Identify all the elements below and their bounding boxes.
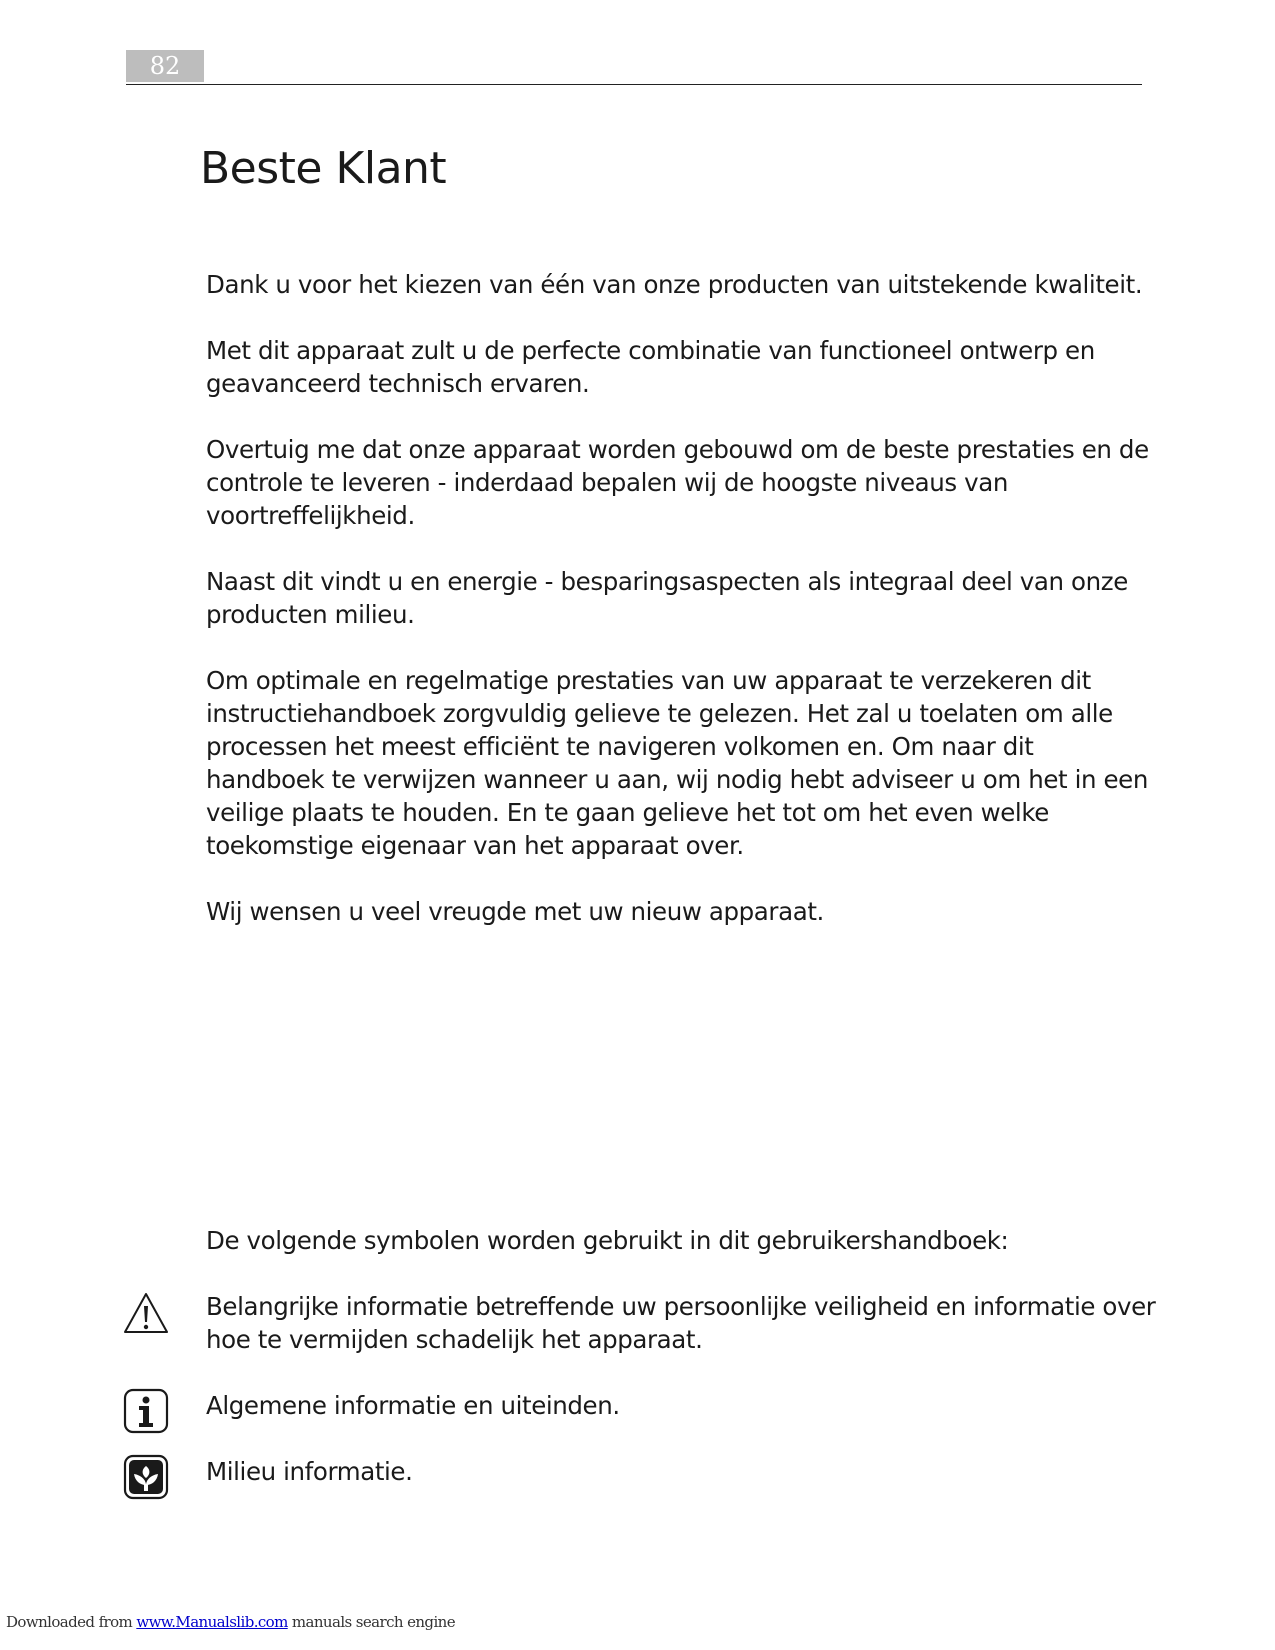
page-number: 82 [126,50,204,82]
header-rule [126,84,1142,85]
paragraph: Met dit apparaat zult u de perfecte combinatie van functioneel ontwerp en geavanceerd technisch ervaren. [206,336,1095,398]
symbol-warning-row [206,1290,1156,1356]
paragraph: Overtuig me dat onze apparaat worden gebouwd om de beste prestaties en de controle te leveren - inderdaad bepalen wij de hoogste niveaus van voortreffelijkheid. [206,435,1149,530]
page-title: Beste Klant [200,143,447,194]
symbol-info-row [206,1389,1156,1422]
paragraph: Om optimale en regelmatige prestaties van uw apparaat te verzekeren dit instructiehandboek zorgvuldig gelieve te gelezen. Het zal u toelaten om alle processen het meest efficiënt te navigeren volkomen en. Om naar dit handboek te verwijzen wanneer u aan, wij nodig hebt adviseer u om het in een veilige plaats te houden. En te gaan gelieve het tot om het even welke toekomstige eigenaar van het apparaat over. [206,666,1148,860]
paragraph: Dank u voor het kiezen van één van onze producten van uitstekende kwaliteit. [206,270,1143,299]
footer [6,1613,455,1631]
symbols-section [206,1224,1156,1521]
paragraph: Wij wensen u veel vreugde met uw nieuw apparaat. [206,897,824,926]
footer-link[interactable]: www.Manualslib.com [136,1613,288,1631]
symbol-warning-text: Belangrijke informatie betreffende uw persoonlijke veiligheid en informatie over hoe te vermijden schadelijk het apparaat. [206,1292,1156,1354]
footer-suffix: manuals search engine [287,1613,455,1631]
body-text [206,268,1156,961]
environment-icon [122,1453,170,1501]
footer-prefix: Downloaded from [6,1613,137,1631]
info-icon [122,1387,170,1435]
warning-icon [122,1290,170,1338]
symbol-environment-row [206,1455,1156,1488]
symbols-intro: De volgende symbolen worden gebruikt in dit gebruikershandboek: [206,1226,1009,1255]
paragraph: Naast dit vindt u en energie - besparingsaspecten als integraal deel van onze producten milieu. [206,567,1128,629]
symbol-info-text: Algemene informatie en uiteinden. [206,1391,620,1420]
symbol-environment-text: Milieu informatie. [206,1457,413,1486]
